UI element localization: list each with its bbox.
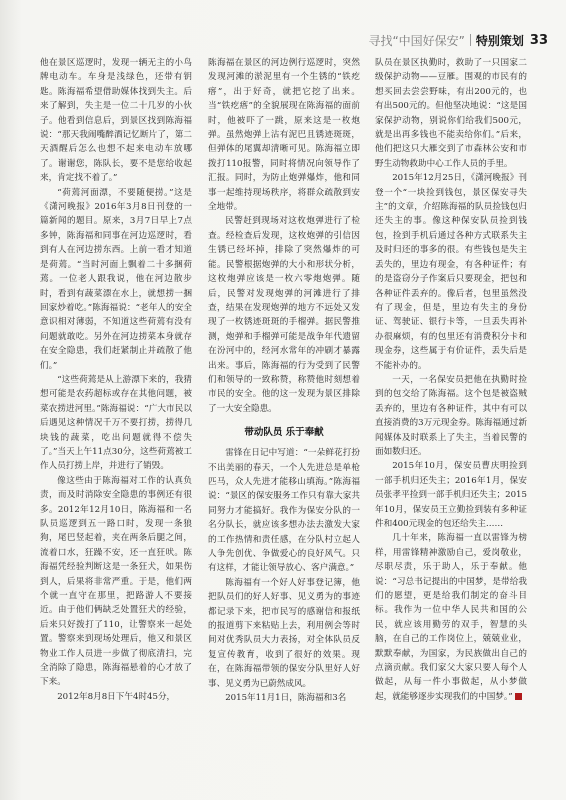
paragraph: 2015年11月1日，陈海福和3名 [225, 693, 347, 704]
paragraph-final-text: 几十年来，陈海福一直以雷锋为榜样，用雷锋精神激励自己，爱岗敬业，尽职尽责，乐于助人，乐于奉献。他说：“习总书记提出的中国梦，是带给我们的愿望，更是给我们制定的奋斗目标。我作为一位中华人民共和国的公民，就应该用勤劳的双手，智慧的头脑，在自己的工作岗位上，兢兢业业，默默奉献，为国家，为民族做出自己的点滴贡献。我们家父大家只要人每个人做起，从每一件小事做起，从小梦做起，就能够逐步实现我们的中国梦。” [375, 533, 527, 702]
text-column-2 [208, 56, 360, 780]
paragraph: “这些荷蔫是从上游漂下来的，我猜想可能是农药超标或存在其他问题，被菜农捞进河里。”陈海福说：“广大市民以后遇见这种情况千万不要打捞，捞得几块钱的蔬菜，吃出问题就得不偿失了。”当天上午11点30分，这些荷蔫被工作人员打捞上岸，并进行了销毁。 [40, 374, 192, 472]
paragraph-final [375, 531, 527, 704]
header-divider [470, 34, 471, 46]
page-header [368, 30, 548, 50]
header-section-title: 寻找“中国好保安” [368, 33, 465, 48]
paragraph: 他在景区巡逻时，发现一辆无主的小鸟牌电动车。车身是浅绿色，还带有钥匙。陈海福希望借助媒体找到失主。后来了解到，失主是一位二十几岁的小伙子。他看到信息后，到景区找到陈海福说：“那天我闹嘴醉酒记忆断片了，第二天酒醒后怎么也想不起来电动车放哪了。谢谢您，陈队长，要不是您给收起来，肯定找不着了。” [40, 58, 192, 184]
paragraph: 像这些由于陈海福对工作的认真负责，而及时消除安全隐患的事例还有很多。2012年12月10日，陈海福和一名队员巡逻到五一路口时，发现一条狼狗，尾巴竖起着，夹在两条后腿之间，流着口水，狂躁不安，还一直狂吠。陈海福凭经验判断这是一条狂犬，如果伤到人，后果将非常严重。于是，他们两个就一直守在那里，把路游人不要接近。由于他们俩缺乏处置狂犬的经验，后来只好拨打了110，让警察来一起处置。警察来到现场处理后，他又和景区物业工作人员进一步做了彻底清扫，完全消除了隐患，陈海福悬着的心才放了下来。 [40, 475, 192, 688]
paragraph: 雷锋在日记中写道：“一朵鲜花打扮不出美丽的春天，一个人先进总是单枪匹马，众人先进才能移山填海。”陈海福说：“景区的保安服务工作只有靠大家共同努力才能搞好。我作为保安分队的一名分队长，就应该多想办法去激发大家的工作热情和责任感，在分队村立起人人争先创优、争做爱心的良好风气。只有这样，才能让领导放心、客户满意。” [208, 448, 360, 574]
text-column-3 [375, 56, 527, 780]
paragraph: 2012年8月8日下午4时45分， [57, 691, 176, 702]
end-of-article-mark [515, 693, 522, 700]
paragraph: 2015年10月，保安员曹庆明捡到一部手机归还失主；2016年1月，保安员张孝平捡到一部手机归还失主；2015年10月，保安员王立勤捡到装有多种证件和400元现金的包还给失主…… [375, 461, 527, 529]
header-column-name: 特别策划 [475, 33, 524, 48]
paragraph: “荷蔫河面漂，不要随便捞。”这是《潇河晚报》2016年3月8日刊登的一篇新闻的题目。原来，3月7日早上7点多钟，陈海福和同事在河边巡逻时，看到有人在河边捞东西。上前一看才知道是荷蔫。“当时河面上飘着二十多捆荷蔫。一位老人跟我说，他在河边散步时，看到有蔬菜漂在水上，就想捞一捆回家炒着吃。”陈海福说：“老年人的安全意识相对薄弱，不知道这些荷蔫有没有问题就敢吃。另外在河边捞菜本身就存在安全隐患，我们赶紧制止并疏散了他们。” [40, 187, 192, 371]
paragraph: 2015年12月25日，《潇河晚报》刊登一个“一块捡到钱包，景区保安寻失主”的文章，介绍陈海福的队员捡钱包归还失主的事。像这种保安队员捡到钱包，捡到手机后通过各种方式联系失主及时归还的事多的很。有些钱包是失主丢失的，里边有现金，有各种证件；有的是盗窃分子作案后只要现金，把包和各种证件丢弃的。像后者，包里虽然没有了现金，但是，里边有失主的身份证、驾驶证、银行卡等，一旦丢失再补办很麻烦，有的包里还有消费积分卡和现金券，这些属于有价证件，丢失后是不能补办的。 [375, 173, 527, 371]
section-subheading: 带动队员 乐于奉献 [244, 427, 324, 439]
paragraph: 一天，一名保安员把他在执勤时捡到的包交给了陈海福。这个包是被盗贼丢弃的，里边有各种证件，其中有可以直接消费的3万元现金券。陈海福通过新闻媒体及时联系上了失主，当着民警的面如数归还。 [375, 374, 527, 457]
paragraph: 陈海福有一个好人好事登记簿，他把队员们的好人好事、见义勇为的事迹都记录下来，把市民写的感谢信和报纸的报道剪下来粘贴上去，利用例会等时间对优秀队员大力表扬，对全体队员反复宣传教育，收到了很好的效果。现在，在陈海福带领的保安分队里好人好事、见义勇为已蔚然成风。 [208, 577, 360, 689]
paragraph: 民警赶到现场对这枚炮弹进行了检查。经检查后发现，这枚炮弹的引信因生锈已经坏掉，排除了突然爆炸的可能。民警根据炮弹的大小和形状分析，这枚炮弹应该是一枚六零炮炮弹。随后，民警对发现炮弹的河滩进行了排查，结果在发现炮弹的地方不远处又发现了一枚锈迹斑斑的手榴弹。据民警推测，炮弹和手榴弹可能是战争年代遗留在汾河中的，经河水常年的冲刷才暴露出来。事后，陈海福的行为受到了民警们和领导的一致称赞，称赞他时刻想着市民的安全。他的这一发现为景区排除了一大安全隐患。 [208, 216, 360, 414]
paragraph: 队员在景区执勤时，救助了一只国家二级保护动物——豆雁。围观的市民有的想买回去尝尝野味，有出200元的，也有出500元的。但他坚决地说：“这是国家保护动物，别说你们给我们500元，就是出再多钱也不能卖给你们。”后来，他们把这只大雁交到了市森林公安和市野生动物救助中心工作人员的手里。 [375, 58, 527, 169]
paragraph: 陈海福在景区的河边例行巡逻时，突然发现河滩的淤泥里有一个生锈的“铁疙瘩”，出于好奇，就把它挖了出来。当“铁疙瘩”的全貌展现在陈海福的面前时，他被吓了一跳，原来这是一枚炮弹。虽然炮弹上沾有泥巴且锈迹斑斑，但弹体的尾翼却清晰可见。陈海福立即拨打110报警，同时将情况向领导作了汇报。同时，为防止炮弹爆炸，他和同事一起维持现场秩序，将群众疏散到安全地带。 [208, 58, 360, 213]
page-number: 33 [529, 32, 548, 48]
text-column-1 [40, 56, 192, 780]
